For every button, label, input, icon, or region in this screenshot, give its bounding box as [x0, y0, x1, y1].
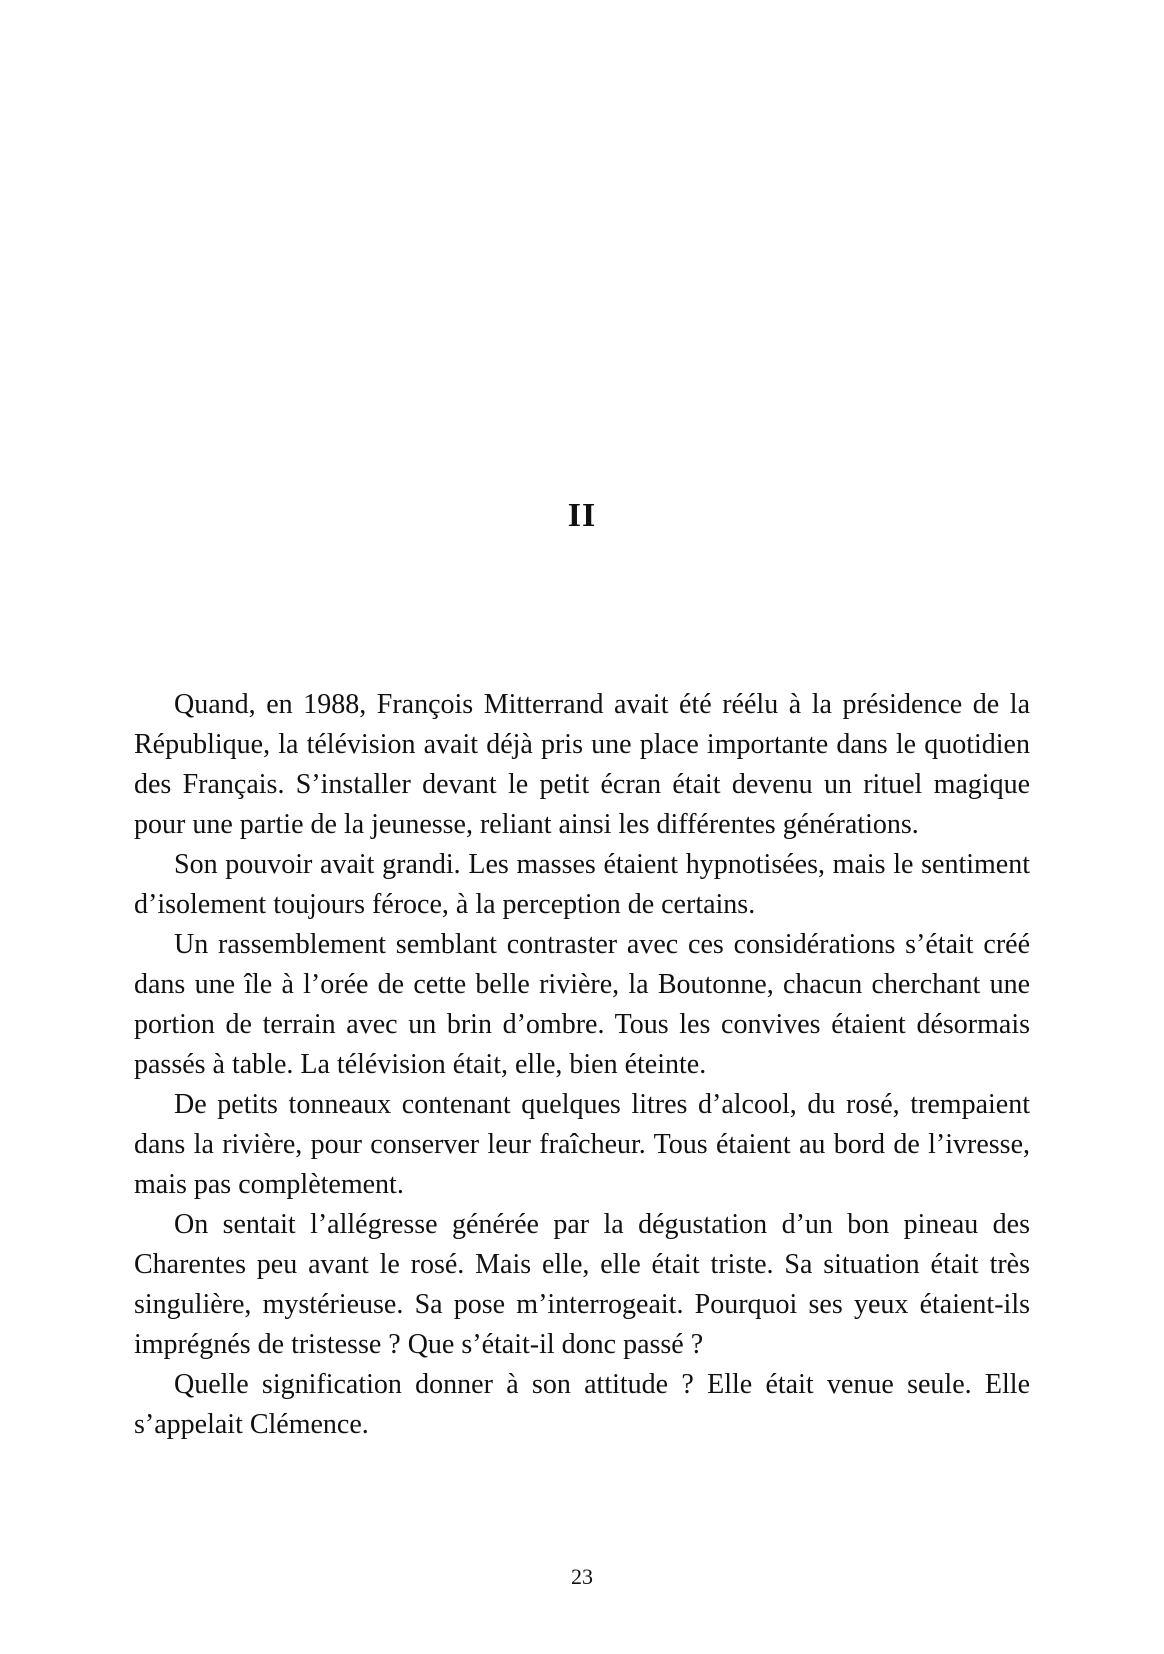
paragraph: Un rassemblement semblant contraster avec ces considérations s’était créé dans une île à l’orée de cette belle rivière, la Boutonne, chacun cherchant une portion de terrain avec un brin d’ombre. Tous les convives étaient désormais passés à table. La télévision était, elle, bien éteinte.	[134, 929, 1030, 1080]
chapter-title: II	[567, 497, 597, 534]
paragraph: De petits tonneaux contenant quelques litres d’alcool, du rosé, trempaient dans la rivière, pour conserver leur fraîcheur. Tous étaient au bord de l’ivresse, mais pas complètement.	[134, 1089, 1030, 1200]
page-number: 23	[571, 1564, 593, 1589]
paragraph: Son pouvoir avait grandi. Les masses étaient hypnotisées, mais le sentiment d’isolement toujours féroce, à la perception de certains.	[134, 849, 1030, 920]
body-text	[134, 685, 1030, 1445]
paragraph: Quelle signification donner à son attitude ? Elle était venue seule. Elle s’appelait Clémence.	[134, 1369, 1030, 1440]
paragraph: On sentait l’allégresse générée par la dégustation d’un bon pineau des Charentes peu avant le rosé. Mais elle, elle était triste. Sa situation était très singulière, mystérieuse. Sa pose m’interrogeait. Pourquoi ses yeux étaient-ils imprégnés de tristesse ? Que s’était-il donc passé ?	[134, 1209, 1030, 1360]
paragraph: Quand, en 1988, François Mitterrand avait été réélu à la présidence de la République, la télévision avait déjà pris une place importante dans le quotidien des Français. S’installer devant le petit écran était devenu un rituel magique pour une partie de la jeunesse, reliant ainsi les différentes générations.	[134, 689, 1030, 840]
